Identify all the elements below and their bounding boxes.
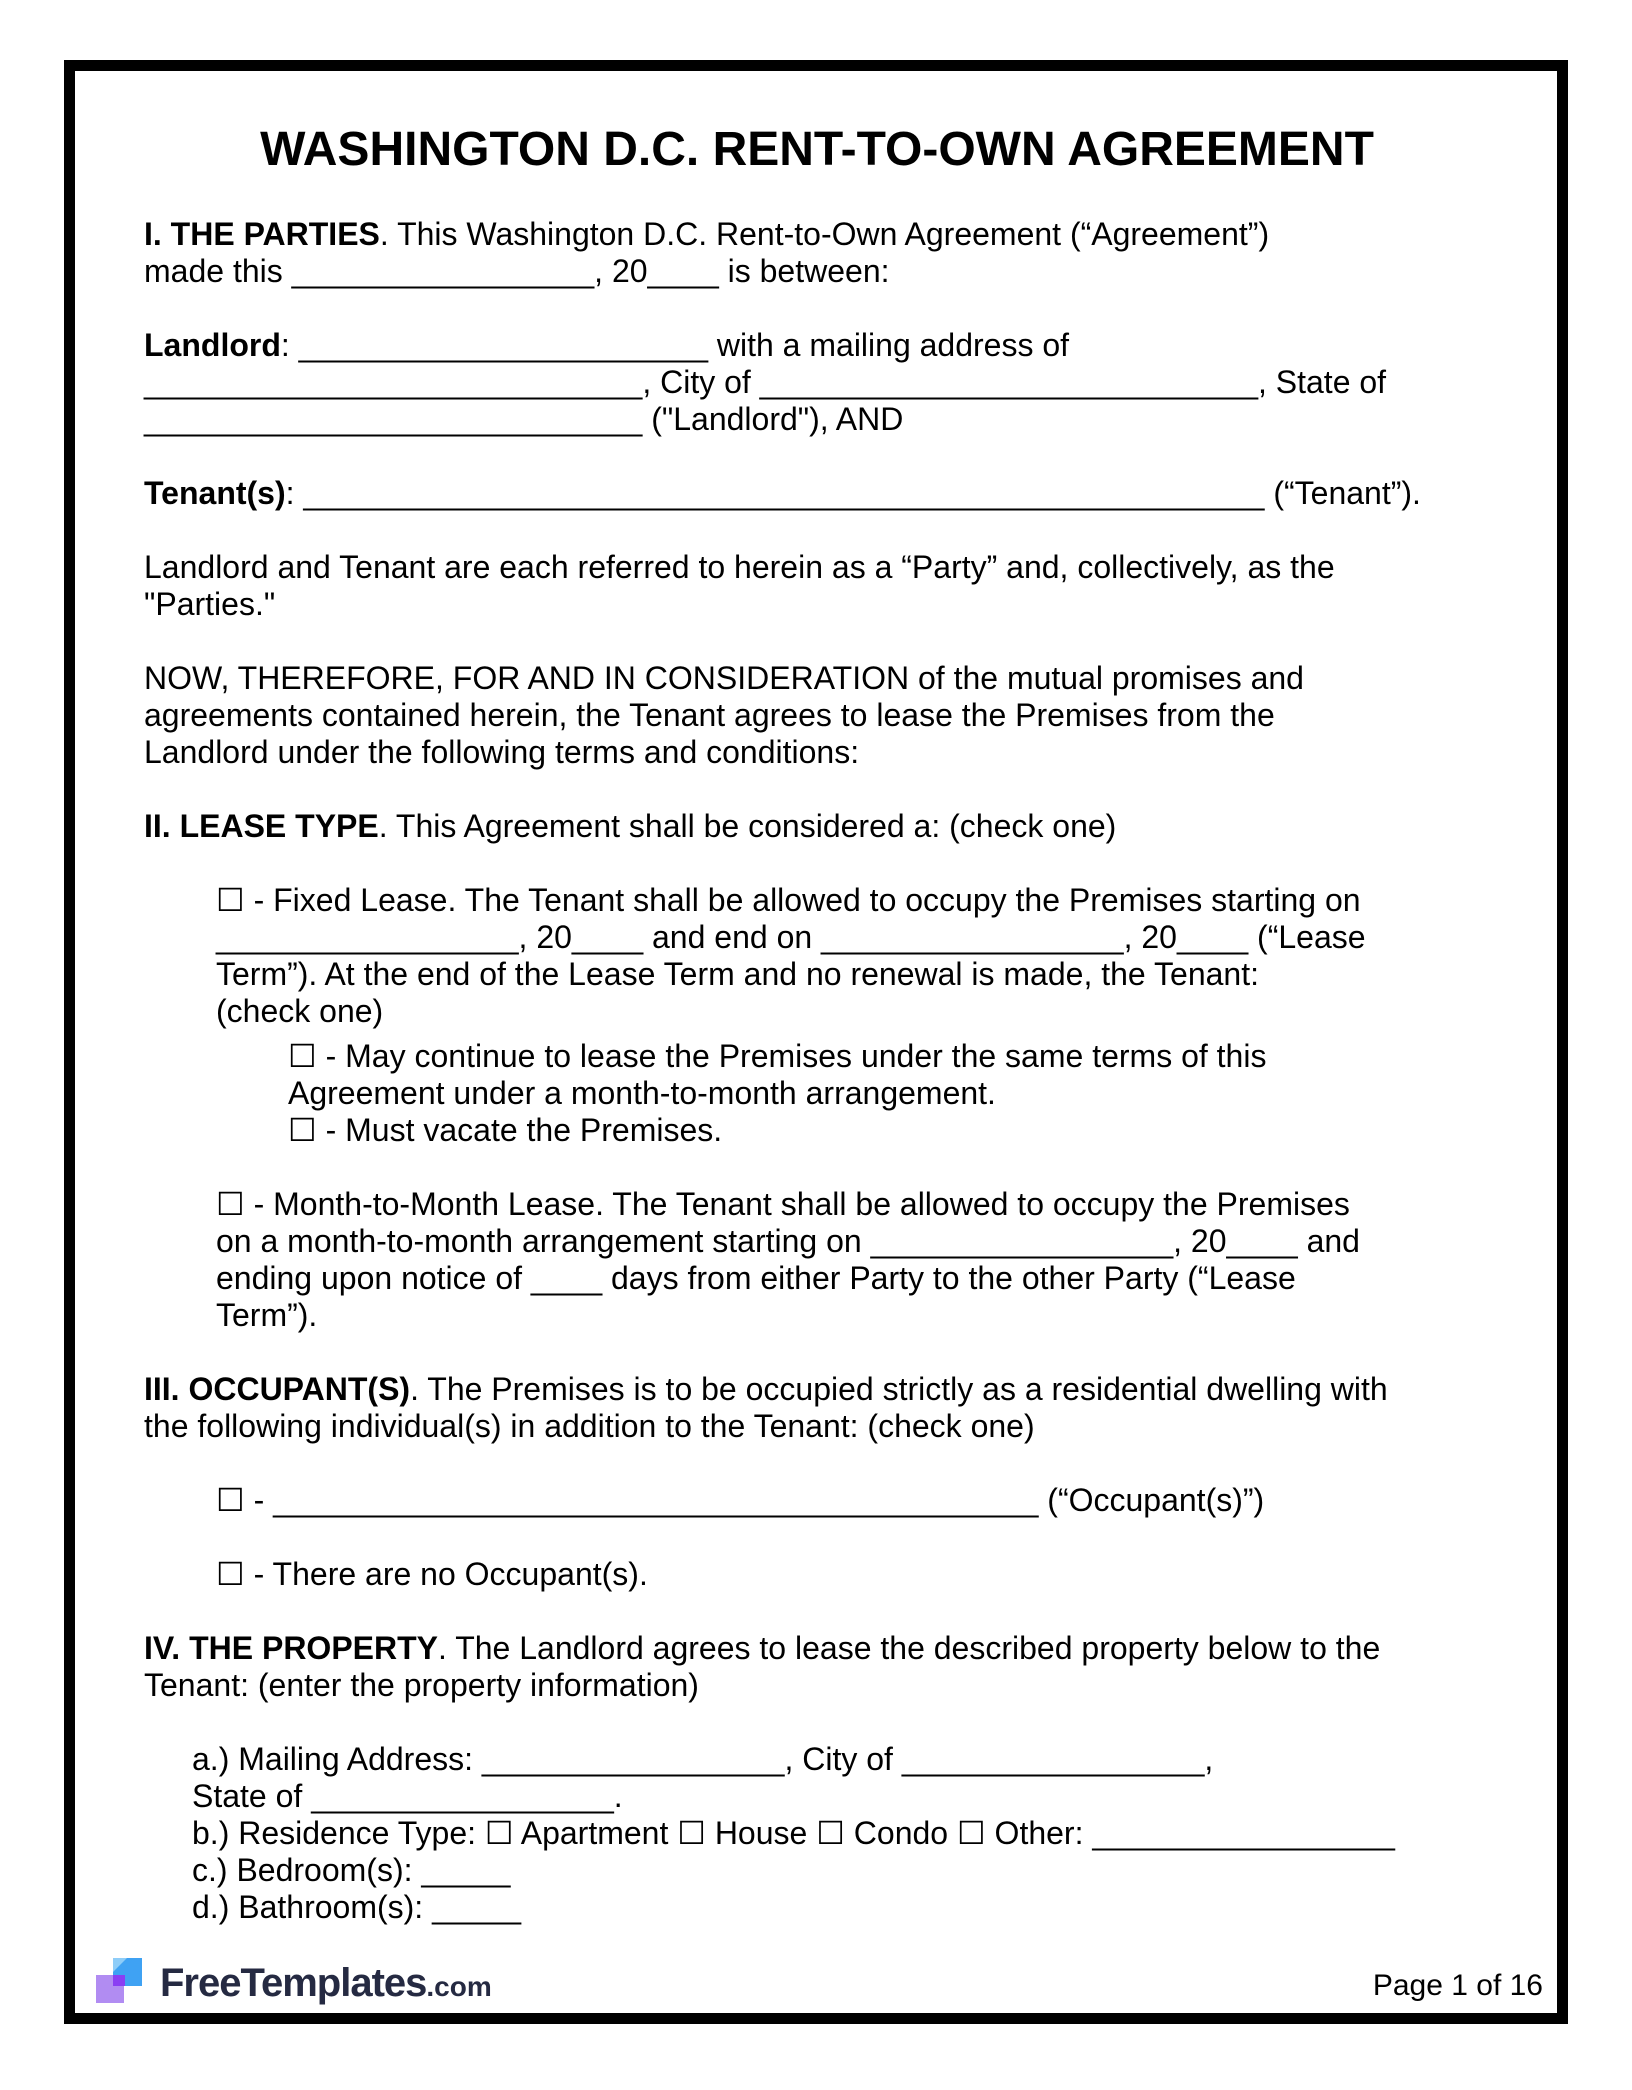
lease-type-heading-text: . This Agreement shall be considered a: (check one) — [378, 808, 1117, 844]
apartment-checkbox-icon[interactable]: ☐ — [484, 1814, 514, 1852]
consideration-line-2: agreements contained herein, the Tenant agrees to lease the Premises from the — [144, 697, 1275, 733]
tenant-block — [144, 475, 1490, 512]
section-property-heading — [144, 1630, 1490, 1704]
section-heading-parties: I. THE PARTIES — [144, 216, 380, 252]
property-heading-line-2: Tenant: (enter the property information) — [144, 1667, 699, 1703]
occupants-heading-line-2: the following individual(s) in addition to the Tenant: (check one) — [144, 1408, 1035, 1444]
freetemplates-logo-icon — [96, 1958, 146, 2008]
occupants-named-text: - ___________________________________________ (“Occupant(s)”) — [244, 1482, 1265, 1518]
property-heading-text: . The Landlord agrees to lease the described property below to the — [438, 1630, 1381, 1666]
consideration-line-3: Landlord under the following terms and conditions: — [144, 734, 860, 770]
section-heading-lease-type: II. LEASE TYPE — [144, 808, 379, 844]
fixed-lease-checkbox-icon[interactable]: ☐ — [216, 881, 245, 919]
parties-intro-line-2: made this _________________, 20____ is between: — [144, 253, 890, 289]
may-continue-checkbox-icon[interactable]: ☐ — [288, 1037, 317, 1075]
property-bedrooms-line: c.) Bedroom(s): _____ — [192, 1852, 511, 1888]
no-occupants-line — [144, 1556, 1490, 1593]
property-mailing-address-line-1: a.) Mailing Address: _________________, City of _________________, — [192, 1741, 1214, 1777]
lease-type-heading-line — [144, 808, 1490, 845]
property-details-block — [144, 1741, 1490, 1926]
section-heading-property: IV. THE PROPERTY — [144, 1630, 438, 1666]
month-to-month-line-4: Term”). — [216, 1297, 318, 1333]
parties-intro-line-1 — [144, 216, 1490, 253]
landlord-line-3: ____________________________ ("Landlord"), AND — [144, 401, 904, 437]
parties-definition-line-1: Landlord and Tenant are each referred to herein as a “Party” and, collectively, as the — [144, 549, 1335, 585]
fixed-lease-line-1 — [144, 882, 1490, 919]
section-occupants-heading — [144, 1371, 1490, 1445]
no-occupants-checkbox-icon[interactable]: ☐ — [216, 1555, 245, 1593]
section-parties-intro — [144, 216, 1490, 290]
condo-checkbox-icon[interactable]: ☐ — [816, 1814, 845, 1852]
no-occupants-text: - There are no Occupant(s). — [244, 1556, 648, 1592]
residence-type-label: b.) Residence Type: — [192, 1815, 485, 1851]
fixed-lease-block — [144, 882, 1490, 1030]
parties-definition-line-2: "Parties." — [144, 586, 276, 622]
month-to-month-line-3: ending upon notice of ____ days from either Party to the other Party (“Lease — [216, 1260, 1296, 1296]
fixed-lease-line-4: (check one) — [216, 993, 384, 1029]
landlord-block — [144, 327, 1490, 438]
landlord-line-1 — [144, 327, 1490, 364]
logo-overlap-square — [113, 1975, 125, 1986]
fixed-lease-options-block — [144, 1038, 1490, 1149]
property-bathrooms-line: d.) Bathroom(s): _____ — [192, 1889, 522, 1925]
must-vacate-checkbox-icon[interactable]: ☐ — [288, 1111, 317, 1149]
consideration-block — [144, 660, 1490, 771]
property-residence-type-line — [144, 1815, 1490, 1852]
fixed-lease-text-1: - Fixed Lease. The Tenant shall be allowed to occupy the Premises starting on — [244, 882, 1361, 918]
fixed-option-continue-line-2: Agreement under a month-to-month arrangement. — [288, 1075, 996, 1111]
logo-wordmark — [160, 1961, 492, 2006]
consideration-line-1: NOW, THEREFORE, FOR AND IN CONSIDERATION of the mutual promises and — [144, 660, 1304, 696]
property-mailing-address-line-2: State of _________________. — [192, 1778, 623, 1814]
other-option-label: Other: _________________ — [985, 1815, 1395, 1851]
page-number: Page 1 of 16 — [1372, 1969, 1543, 2002]
fixed-option-continue-line-1 — [144, 1038, 1490, 1075]
month-to-month-line-1 — [144, 1186, 1490, 1223]
parties-definition-block — [144, 549, 1490, 623]
logo-brand-text: FreeTemplates — [160, 1960, 427, 2005]
fixed-lease-line-2: _________________, 20____ and end on _________________, 20____ (“Lease — [216, 919, 1366, 955]
condo-option-label: Condo — [844, 1815, 957, 1851]
freetemplates-logo[interactable] — [96, 1958, 492, 2008]
occupants-heading-text: . The Premises is to be occupied strictly as a residential dwelling with — [410, 1371, 1388, 1407]
property-heading-line-1 — [144, 1630, 1490, 1667]
tenant-line — [144, 475, 1490, 512]
no-occupants-block — [144, 1556, 1490, 1593]
fixed-option-vacate-line — [144, 1112, 1490, 1149]
month-to-month-line-2: on a month-to-month arrangement starting on _________________, 20____ and — [216, 1223, 1360, 1259]
parties-intro-text: . This Washington D.C. Rent-to-Own Agreement (“Agreement”) — [379, 216, 1270, 252]
logo-brand-suffix: .com — [426, 1970, 492, 2002]
landlord-line-1-text: : _______________________ with a mailing address of — [280, 327, 1070, 363]
must-vacate-text: - Must vacate the Premises. — [316, 1112, 723, 1148]
occupants-named-line — [144, 1482, 1490, 1519]
document-content — [144, 120, 1490, 1963]
month-to-month-text-1: - Month-to-Month Lease. The Tenant shall be allowed to occupy the Premises — [244, 1186, 1350, 1222]
section-heading-occupants: III. OCCUPANT(S) — [144, 1371, 411, 1407]
document-title: WASHINGTON D.C. RENT-TO-OWN AGREEMENT — [260, 123, 1374, 176]
occupants-named-checkbox-icon[interactable]: ☐ — [216, 1481, 245, 1519]
landlord-line-2: ____________________________, City of ____________________________, State of — [144, 364, 1387, 400]
tenant-label: Tenant(s) — [144, 475, 286, 511]
occupants-named-block — [144, 1482, 1490, 1519]
landlord-label: Landlord — [144, 327, 281, 363]
occupants-heading-line-1 — [144, 1371, 1490, 1408]
section-lease-type-heading — [144, 808, 1490, 845]
apartment-option-label: Apartment — [513, 1815, 678, 1851]
may-continue-text: - May continue to lease the Premises under the same terms of this — [316, 1038, 1267, 1074]
house-option-label: House — [705, 1815, 817, 1851]
month-to-month-checkbox-icon[interactable]: ☐ — [216, 1185, 245, 1223]
other-checkbox-icon[interactable]: ☐ — [956, 1814, 986, 1852]
house-checkbox-icon[interactable]: ☐ — [677, 1814, 706, 1852]
fixed-lease-line-3: Term”). At the end of the Lease Term and no renewal is made, the Tenant: — [216, 956, 1259, 992]
tenant-line-text: : ______________________________________________________ (“Tenant”). — [285, 475, 1421, 511]
month-to-month-block — [144, 1186, 1490, 1334]
